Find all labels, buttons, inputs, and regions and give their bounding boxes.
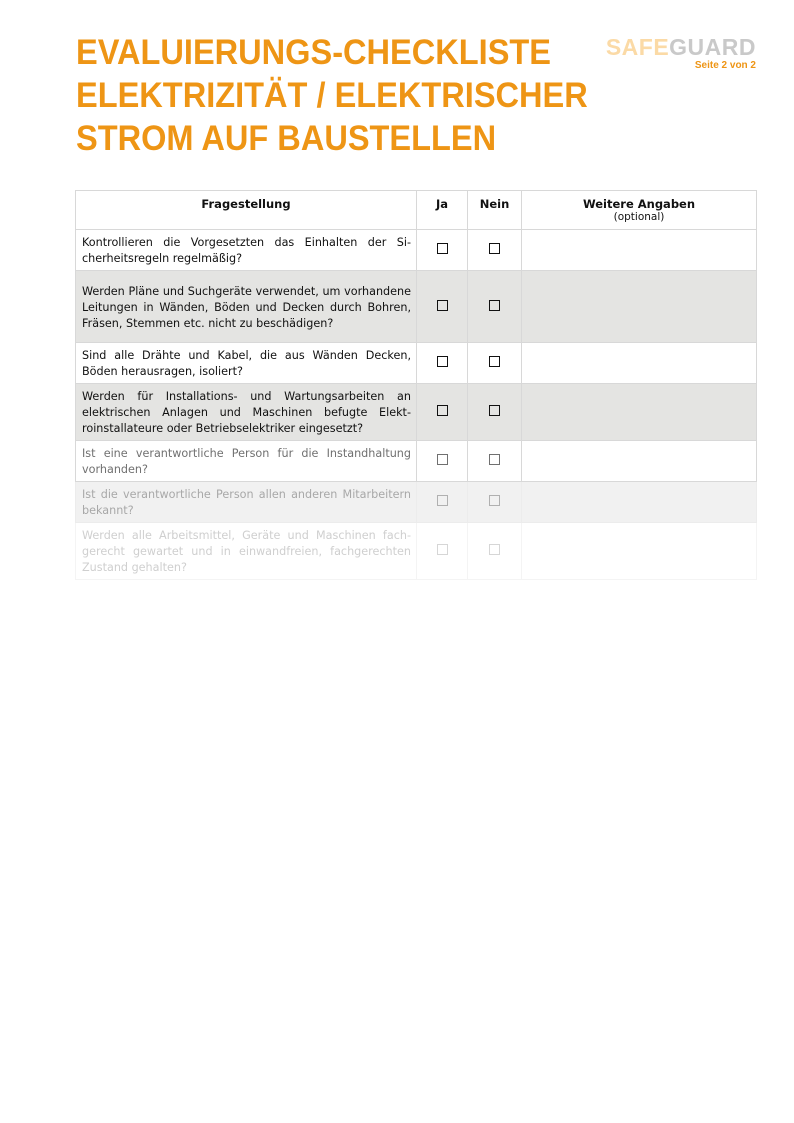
yes-cell	[417, 271, 468, 343]
no-checkbox[interactable]	[489, 243, 500, 254]
title-line-2: ELEKTRIZITÄT / ELEKTRISCHER	[76, 76, 588, 115]
question-cell: Werden Pläne und Suchgeräte verwendet, um vorhandene Leitungen in Wänden, Böden und Decken durch Bohren, Fräsen, Stemmen etc. nicht zu beschädigen?	[76, 271, 417, 343]
question-cell: Sind alle Drähte und Kabel, die aus Wänden Decken, Böden herausragen, isoliert?	[76, 343, 417, 384]
header-yes: Ja	[417, 191, 468, 230]
details-cell[interactable]	[522, 441, 757, 482]
yes-cell	[417, 384, 468, 441]
question-cell: Werden für Installations- und Wartungsarbeiten an elektrischen Anlagen und Maschinen befugte Elektroinstallateure oder Betriebselektriker eingesetzt?	[76, 384, 417, 441]
no-cell	[468, 271, 522, 343]
logo-wordmark	[606, 34, 756, 60]
yes-checkbox[interactable]	[437, 495, 448, 506]
yes-cell	[417, 230, 468, 271]
logo-guard: GUARD	[669, 34, 756, 60]
yes-checkbox[interactable]	[437, 454, 448, 465]
no-checkbox[interactable]	[489, 454, 500, 465]
no-checkbox[interactable]	[489, 356, 500, 367]
details-cell[interactable]	[522, 271, 757, 343]
page-number: Seite 2 von 2	[694, 60, 756, 71]
yes-cell	[417, 523, 468, 580]
no-checkbox[interactable]	[489, 405, 500, 416]
question-cell: Kontrollieren die Vorgesetzten das Einhalten der Sicherheitsregeln regelmäßig?	[76, 230, 417, 271]
yes-checkbox[interactable]	[437, 300, 448, 311]
logo-safe: SAFE	[605, 34, 670, 60]
table-row	[76, 482, 757, 523]
table-row	[76, 523, 757, 580]
table-row	[76, 230, 757, 271]
details-cell[interactable]	[522, 523, 757, 580]
safeguard-logo	[606, 34, 756, 71]
details-cell[interactable]	[522, 384, 757, 441]
no-checkbox[interactable]	[489, 544, 500, 555]
yes-cell	[417, 441, 468, 482]
title-line-1: EVALUIERUNGS-CHECKLISTE	[76, 33, 552, 72]
page-title	[76, 31, 626, 160]
header-question: Fragestellung	[76, 191, 417, 230]
details-cell[interactable]	[522, 482, 757, 523]
no-cell	[468, 441, 522, 482]
yes-checkbox[interactable]	[437, 405, 448, 416]
table-row	[76, 441, 757, 482]
table-row	[76, 271, 757, 343]
table-row	[76, 384, 757, 441]
no-cell	[468, 230, 522, 271]
checklist-table	[75, 190, 757, 580]
no-cell	[468, 343, 522, 384]
header-details-label: Weitere Angaben	[582, 197, 696, 211]
question-cell: Werden alle Arbeitsmittel, Geräte und Maschinen fachgerecht gewartet und in einwandfreien, fachgerechten Zustand gehalten?	[76, 523, 417, 580]
no-cell	[468, 523, 522, 580]
no-checkbox[interactable]	[489, 300, 500, 311]
header-details-note: (optional)	[613, 211, 665, 223]
yes-checkbox[interactable]	[437, 356, 448, 367]
header-details	[522, 191, 757, 230]
no-cell	[468, 482, 522, 523]
question-cell: Ist eine verantwortliche Person für die Instandhaltung vorhanden?	[76, 441, 417, 482]
yes-checkbox[interactable]	[437, 243, 448, 254]
yes-cell	[417, 482, 468, 523]
no-checkbox[interactable]	[489, 495, 500, 506]
header-no: Nein	[468, 191, 522, 230]
yes-cell	[417, 343, 468, 384]
details-cell[interactable]	[522, 230, 757, 271]
table-header-row	[76, 191, 757, 230]
yes-checkbox[interactable]	[437, 544, 448, 555]
question-cell: Ist die verantwortliche Person allen anderen Mitarbeitern bekannt?	[76, 482, 417, 523]
table-row	[76, 343, 757, 384]
details-cell[interactable]	[522, 343, 757, 384]
title-line-3: STROM AUF BAUSTELLEN	[76, 119, 497, 158]
no-cell	[468, 384, 522, 441]
